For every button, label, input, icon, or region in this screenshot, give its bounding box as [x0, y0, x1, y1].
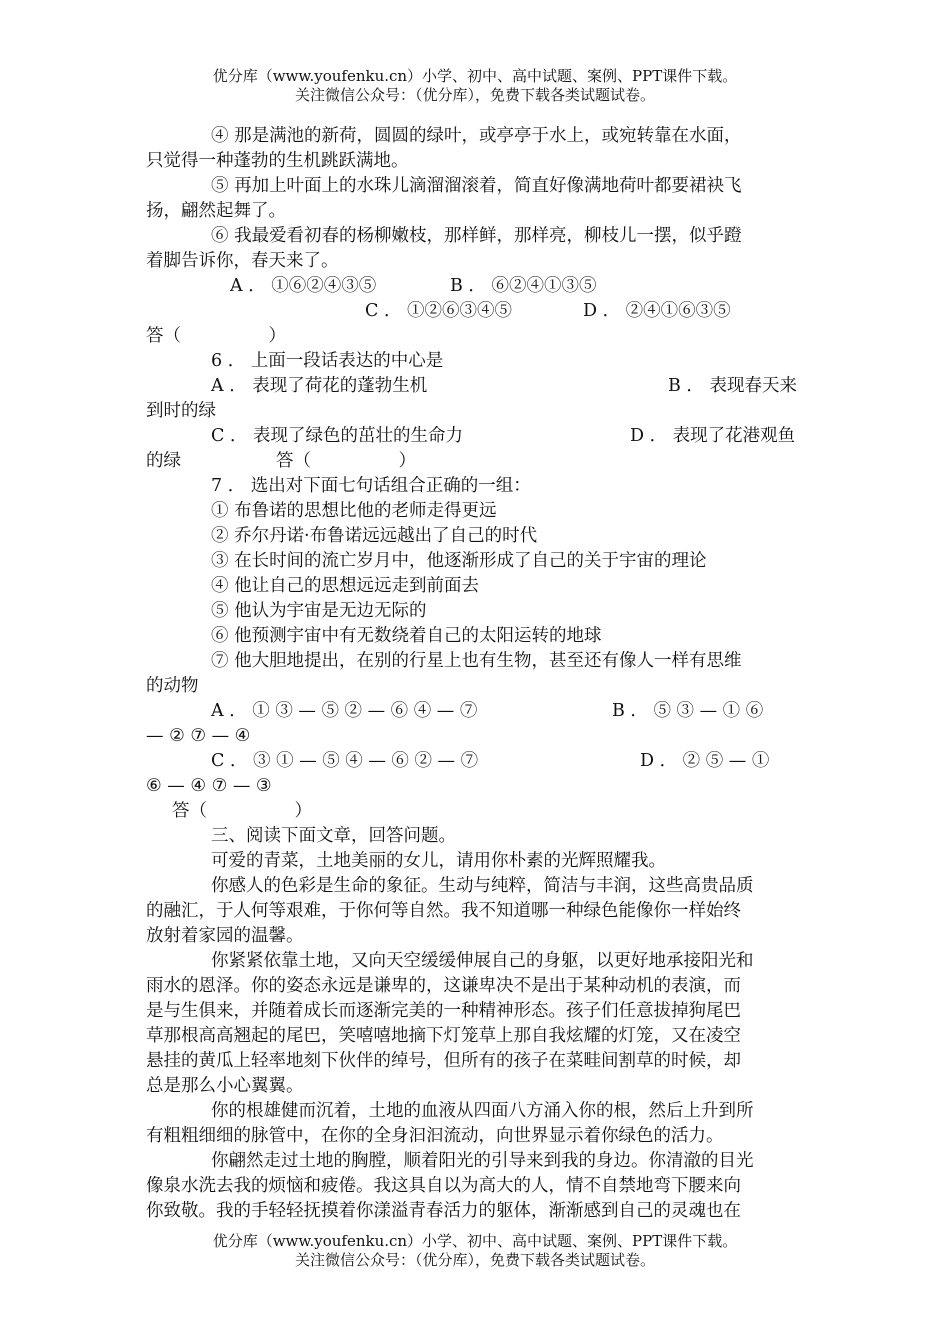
passage-paragraph-2-line: 总是那么小心翼翼。	[146, 1076, 304, 1096]
q7-option-a: A ． ① ③ — ⑤ ② — ⑥ ④ — ⑦	[211, 701, 478, 721]
passage-paragraph-1-line: 你感人的色彩是生命的象征。生动与纯粹，简洁与丰润，这些高贵品质	[211, 876, 754, 896]
q7-sentence-5: ⑤ 他认为宇宙是无边无际的	[211, 601, 427, 621]
q7-sentence-2: ② 乔尔丹诺·布鲁诺远远越出了自己的时代	[211, 526, 538, 546]
q6-option-b-continued: 到时的绿	[146, 401, 216, 421]
page-footer-line-1: 优分库（www.youfenku.cn）小学、初中、高中试题、案例、PPT课件下载。	[212, 1232, 738, 1250]
q7-option-d-continued: ⑥ — ④ ⑦ — ③	[146, 776, 272, 796]
page-footer-line-2: 关注微信公众号：（优分库），免费下载各类试题试卷。	[294, 1251, 655, 1269]
sentence-4-line-2: 只觉得一种蓬勃的生机跳跃满地。	[146, 151, 409, 171]
q7-sentence-7-line-2: 的动物	[146, 676, 199, 696]
passage-paragraph-1-line: 的融汇，于人何等艰难，于你何等自然。我不知道哪一种绿色能像你一样始终	[146, 901, 741, 921]
q5-option-d: D ． ②④①⑥③⑤	[583, 301, 731, 321]
q7-option-d: D ． ② ⑤ — ①	[640, 751, 770, 771]
q6-option-d: D ． 表现了花港观鱼	[630, 426, 796, 446]
sentence-5-line-2: 扬，翩然起舞了。	[146, 201, 286, 221]
passage-paragraph-2-line: 是与生俱来，并随着成长而逐渐完美的一种精神形态。孩子们任意拔掉狗尾巴	[146, 1001, 741, 1021]
q7-option-b-continued: — ② ⑦ — ④	[146, 726, 251, 746]
sentence-6-line-1: ⑥ 我最爱看初春的杨柳嫩枝，那样鲜，那样亮，柳枝儿一摆，似乎蹬	[211, 226, 742, 246]
section-3-heading: 三、阅读下面文章，回答问题。	[211, 826, 456, 846]
q6-option-a: A ． 表现了荷花的蓬勃生机	[211, 376, 428, 396]
q6-option-c: C ． 表现了绿色的茁壮的生命力	[211, 426, 464, 446]
q5-answer: 答（ ）	[146, 326, 286, 346]
sentence-5-line-1: ⑤ 再加上叶面上的水珠儿滴溜溜滚着，简直好像满地荷叶都要裙袂飞	[211, 176, 742, 196]
passage-paragraph-4-line: 你致敬。我的手轻轻抚摸着你漾溢青春活力的躯体，渐渐感到自己的灵魂也在	[146, 1201, 741, 1221]
q7-option-b: B ． ⑤ ③ — ① ⑥	[612, 701, 764, 721]
q6-answer: 答（ ）	[276, 451, 416, 471]
sentence-6-line-2: 着脚告诉你，春天来了。	[146, 251, 339, 271]
q5-option-c: C ． ①②⑥③④⑤	[365, 301, 513, 321]
page-header-line-1: 优分库（www.youfenku.cn）小学、初中、高中试题、案例、PPT课件下载。	[212, 67, 738, 85]
page-header-line-2: 关注微信公众号：（优分库），免费下载各类试题试卷。	[294, 86, 655, 104]
passage-paragraph-2-line: 你紧紧依靠土地，又向天空缓缓伸展自己的身躯，以更好地承接阳光和	[211, 951, 754, 971]
passage-paragraph-3-line: 你的根雄健而沉着，土地的血液从四面八方涌入你的根，然后上升到所	[211, 1101, 754, 1121]
sentence-4-line-1: ④ 那是满池的新荷，圆圆的绿叶，或亭亭于水上，或宛转靠在水面，	[211, 126, 742, 146]
q7-sentence-6: ⑥ 他预测宇宙中有无数绕着自己的太阳运转的地球	[211, 626, 602, 646]
passage-paragraph-1-line: 放射着家园的温馨。	[146, 926, 304, 946]
passage-paragraph-3-line: 有粗粗细细的脉管中，在你的全身汩汩流动，向世界显示着你绿色的活力。	[146, 1126, 724, 1146]
q7-sentence-4: ④ 他让自己的思想远远走到前面去	[211, 576, 480, 596]
passage-paragraph-2-line: 悬挂的黄瓜上轻率地刻下伙伴的绰号，但所有的孩子在菜畦间割草的时候，却	[146, 1051, 741, 1071]
q6-option-d-continued: 的绿	[146, 451, 181, 471]
q7-sentence-3: ③ 在长时间的流亡岁月中，他逐渐形成了自己的关于宇宙的理论	[211, 551, 707, 571]
passage-intro: 可爱的青菜，土地美丽的女儿，请用你朴素的光辉照耀我。	[211, 851, 666, 871]
q5-option-b: B ． ⑥②④①③⑤	[450, 276, 597, 296]
q7-answer: 答（ ）	[172, 801, 312, 821]
q6-option-b: B ． 表现春天来	[668, 376, 797, 396]
passage-paragraph-4-line: 像泉水洗去我的烦恼和疲倦。我这具自以为高大的人，情不自禁地弯下腰来向	[146, 1176, 741, 1196]
q7-sentence-7-line-1: ⑦ 他大胆地提出，在别的行星上也有生物，甚至还有像人一样有思维	[211, 651, 742, 671]
q7-option-c: C ． ③ ① — ⑤ ④ — ⑥ ② — ⑦	[211, 751, 479, 771]
q6-stem: 6 ． 上面一段话表达的中心是	[211, 351, 444, 371]
passage-paragraph-2-line: 雨水的恩泽。你的姿态永远是谦卑的，这谦卑决不是出于某种动机的表演，而	[146, 976, 741, 996]
q5-option-a: A ． ①⑥②④③⑤	[230, 276, 377, 296]
q7-sentence-1: ① 布鲁诺的思想比他的老师走得更远	[211, 501, 497, 521]
passage-paragraph-2-line: 草那根高高翘起的尾巴，笑嘻嘻地摘下灯笼草上那自我炫耀的灯笼，又在凌空	[146, 1026, 741, 1046]
q7-stem: 7 ． 选出对下面七句话组合正确的一组：	[211, 476, 531, 496]
passage-paragraph-4-line: 你翩然走过土地的胸膛，顺着阳光的引导来到我的身边。你清澈的目光	[211, 1151, 754, 1171]
